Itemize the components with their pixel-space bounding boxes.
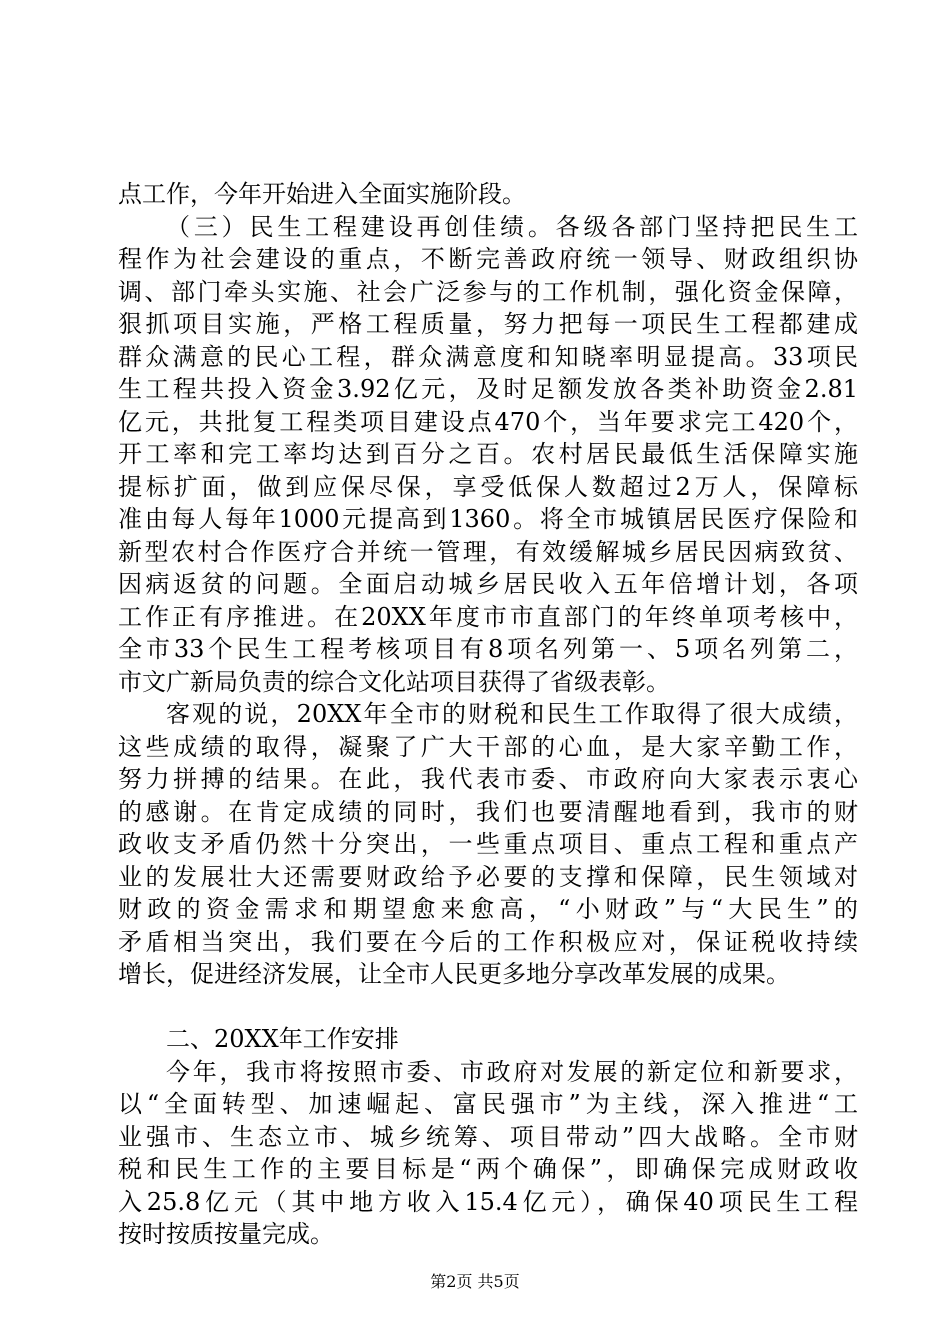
text-line: 今年，我市将按照市委、市政府对发展的新定位和新要求， [166, 1057, 858, 1086]
text-line: 按时按质按量完成。 [118, 1220, 334, 1248]
text-line: 市文广新局负责的综合文化站项目获得了省级表彰。 [118, 667, 670, 696]
page-footer: 第2页 共5页 [430, 1272, 520, 1291]
text-line: 亿元，共批复工程类项目建设点470个，当年要求完工420个， [118, 407, 858, 436]
text-line: 二、20XX年工作安排 [166, 1025, 399, 1053]
text-line: 全市33个民生工程考核项目有8项名列第一、5项名列第二， [118, 635, 858, 663]
text-line: 群众满意的民心工程，群众满意度和知晓率明显提高。33项民 [118, 342, 858, 371]
text-line: 因病返贫的问题。全面启动城乡居民收入五年倍增计划，各项 [118, 570, 858, 598]
text-line: 提标扩面，做到应保尽保，享受低保人数超过2万人，保障标 [118, 472, 858, 501]
text-line: 调、部门牵头实施、社会广泛参与的工作机制，强化资金保障， [118, 277, 858, 306]
paragraph-gap [118, 991, 858, 1024]
text-line: 工作正有序推进。在20XX年度市市直部门的年终单项考核中， [118, 602, 858, 631]
text-line: 狠抓项目实施，严格工程质量，努力把每一项民生工程都建成 [118, 310, 858, 338]
text-line: 生工程共投入资金3.92亿元，及时足额发放各类补助资金2.81 [118, 375, 858, 403]
text-line: 业强市、生态立市、城乡统筹、项目带动”四大战略。全市财 [118, 1122, 858, 1151]
text-line: 努力拼搏的结果。在此，我代表市委、市政府向大家表示衷心 [118, 765, 858, 793]
text-line: 入25.8亿元（其中地方收入15.4亿元），确保40项民生工程 [118, 1187, 858, 1216]
text-line: 增长，促进经济发展，让全市人民更多地分享改革发展的成果。 [118, 960, 790, 988]
text-line: 以“全面转型、加速崛起、富民强市”为主线，深入推进“工 [118, 1090, 858, 1118]
text-line: （三）民生工程建设再创佳绩。各级各部门坚持把民生工 [166, 212, 858, 241]
text-line: 的感谢。在肯定成绩的同时，我们也要清醒地看到，我市的财 [118, 797, 858, 826]
text-line: 准由每人每年1000元提高到1360。将全市城镇居民医疗保险和 [118, 505, 858, 533]
text-line: 点工作，今年开始进入全面实施阶段。 [118, 180, 526, 208]
text-line: 政收支矛盾仍然十分突出，一些重点项目、重点工程和重点产 [118, 830, 858, 858]
text-line: 财政的资金需求和期望愈来愈高，“小财政”与“大民生”的 [118, 895, 858, 923]
text-line: 矛盾相当突出，我们要在今后的工作积极应对，保证税收持续 [118, 927, 858, 956]
text-line: 程作为社会建设的重点，不断完善政府统一领导、财政组织协 [118, 245, 858, 273]
text-line: 开工率和完工率均达到百分之百。农村居民最低生活保障实施 [118, 440, 858, 468]
text-line: 税和民生工作的主要目标是“两个确保”，即确保完成财政收 [118, 1155, 858, 1183]
text-line: 这些成绩的取得，凝聚了广大干部的心血，是大家辛勤工作， [118, 732, 858, 761]
text-line: 业的发展壮大还需要财政给予必要的支撑和保障，民生领域对 [118, 862, 858, 891]
document-body [118, 178, 858, 1251]
text-line: 新型农村合作医疗合并统一管理，有效缓解城乡居民因病致贫、 [118, 537, 858, 566]
text-line: 客观的说，20XX年全市的财税和民生工作取得了很大成绩， [166, 700, 858, 728]
